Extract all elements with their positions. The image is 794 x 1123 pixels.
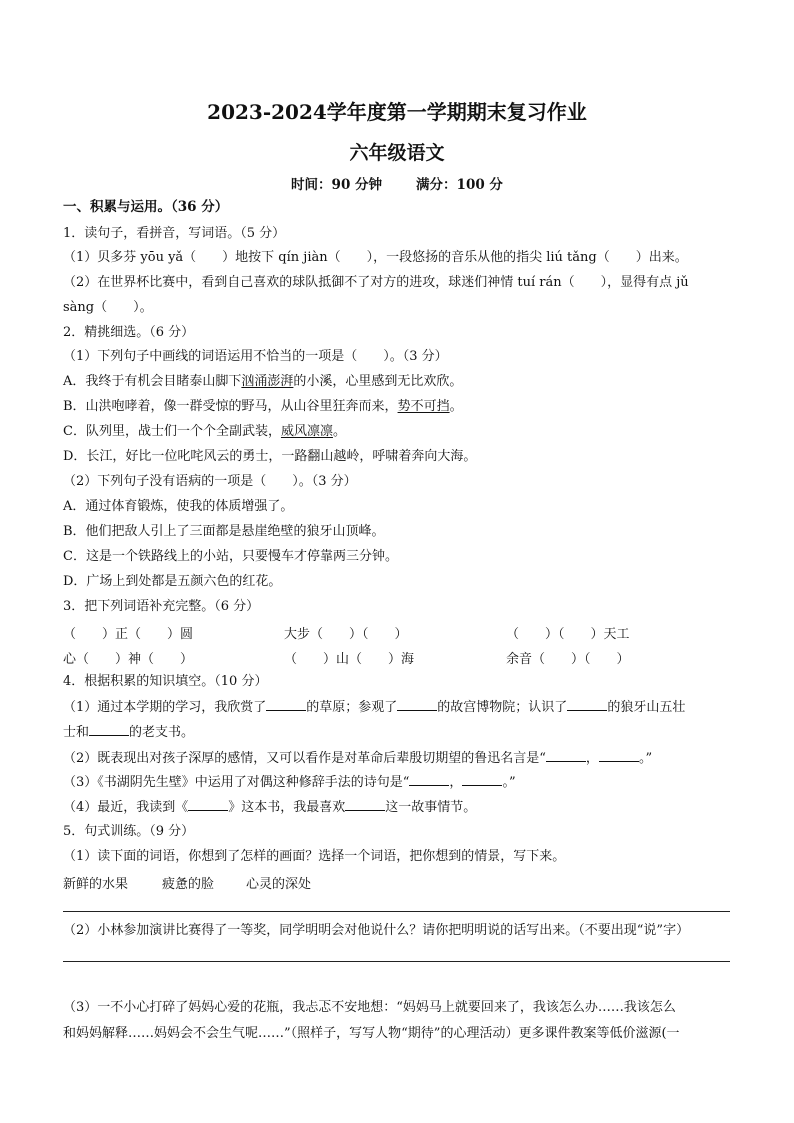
idiom-blank: 余音（ ）（ ） [506, 652, 630, 667]
option-text: A．我终于有机会目睹泰山脚下 [63, 374, 242, 389]
fill-text: 的草原；参观了 [306, 700, 398, 715]
fill-blank[interactable] [89, 723, 129, 736]
fill-text: 士和 [63, 725, 90, 740]
idiom-blank: （ ）（ ）天工 [506, 627, 630, 642]
option-text: 的小溪，心里感到无比欢欣。 [293, 374, 463, 389]
fill-text: 。” [638, 751, 653, 766]
fill-text: （3）《书湖阴先生壁》中运用了对偶这种修辞手法的诗句是“ [63, 775, 410, 790]
q1-line-1: （1）贝多芬 yōu yǎ（ ）地按下 qín jiàn（ ），一段悠扬的音乐从他的指尖 liú tǎng（ ）出来。 [63, 250, 688, 265]
q2-option-b2: B．他们把敌人引上了三面都是悬崖绝壁的狼牙山顶峰。 [63, 524, 385, 539]
exam-meta [0, 173, 794, 193]
exam-time: 时间：90 分钟 [291, 177, 383, 193]
answer-line[interactable] [63, 961, 730, 962]
option-text: 。 [449, 399, 463, 414]
q1-line-3: sàng（ ）。 [63, 300, 153, 315]
word-choice: 新鲜的水果 [63, 877, 129, 892]
q2-option-a2: A．通过体育锻炼，使我的体质增强了。 [63, 499, 294, 514]
q4-line-3 [63, 749, 732, 767]
fill-blank[interactable] [188, 798, 228, 811]
fill-text: （4）最近，我读到《 [63, 800, 189, 815]
word-choice: 疲惫的脸 [162, 877, 215, 892]
q5-stem: 5．句式训练。（9 分） [63, 824, 195, 839]
word-choice: 心灵的深处 [246, 877, 312, 892]
option-text: C．队列里，战士们一个个全副武装， [63, 424, 281, 439]
q5-part-2: （2）小林参加演讲比赛得了一等奖，同学明明会对他说什么？请你把明明说的话写出来。（不要出现“说”字） [63, 923, 690, 938]
q2-option-d2: D．广场上到处都是五颜六色的红花。 [63, 574, 282, 589]
fill-blank[interactable] [546, 749, 586, 762]
fill-text: 这一故事情节。 [385, 800, 477, 815]
fill-blank[interactable] [599, 749, 639, 762]
q4-line-4 [63, 773, 732, 791]
fill-text: 》这本书，我最喜欢 [228, 800, 346, 815]
fill-text: 。” [502, 775, 516, 790]
fill-blank[interactable] [409, 773, 449, 786]
idiom-blank: （ ）正（ ）圆 [63, 627, 194, 642]
fill-blank[interactable] [462, 773, 502, 786]
exam-subject: 六年级语文 [349, 142, 445, 164]
exam-title: 2023-2024学年度第一学期期末复习作业 [207, 100, 587, 124]
underlined-word: 汹涌澎湃 [241, 374, 294, 389]
idiom-blank: 心（ ）神（ ） [63, 652, 194, 667]
fill-text: （1）通过本学期的学习，我欣赏了 [63, 700, 267, 715]
q4-line-1 [63, 698, 732, 716]
q4-line-5 [63, 798, 732, 816]
fill-text: （2）既表现出对孩子深厚的感情，又可以看作是对革命后辈殷切期望的鲁迅名言是“ [63, 751, 546, 766]
fill-blank[interactable] [397, 698, 437, 711]
fill-text: ， [449, 775, 463, 790]
section-heading: 一、积累与运用。（36 分） [63, 199, 229, 215]
q1-stem: 1．读句子，看拼音，写词语。（5 分） [63, 226, 286, 241]
q4-line-2 [63, 723, 732, 741]
q4-stem: 4．根据积累的知识填空。（10 分） [63, 674, 268, 689]
q2-option-c2: C．这是一个铁路线上的小站，只要慢车才停靠两三分钟。 [63, 549, 398, 564]
q2-stem: 2．精挑细选。（6 分） [63, 325, 195, 340]
q2-option-c [63, 423, 732, 440]
answer-line[interactable] [63, 911, 730, 912]
q3-stem: 3．把下列词语补充完整。（6 分） [63, 599, 260, 614]
q2-option-b [63, 398, 732, 415]
q2-option-a [63, 373, 732, 390]
underlined-word: 势不可挡 [397, 399, 450, 414]
q5-part-3-line-2: 和妈妈解释……妈妈会不会生气呢……”（照样子，写写人物“期待”的心理活动）更多课件教案等低价滋源(一 [63, 1026, 680, 1041]
underlined-word: 威风凛凛 [280, 424, 333, 439]
option-text: B．山洪咆哮着，像一群受惊的野马，从山谷里狂奔而来， [63, 399, 398, 414]
option-text: 。 [332, 424, 346, 439]
q2-option-d: D．长江，好比一位叱咤风云的勇士，一路翻山越岭，呼啸着奔向大海。 [63, 449, 477, 464]
fill-text: 的老支书。 [129, 725, 195, 740]
q2-part-1: （1）下列句子中画线的词语运用不恰当的一项是（ ）。（3 分） [63, 349, 448, 364]
fill-blank[interactable] [567, 698, 607, 711]
fill-text: ， [585, 751, 599, 766]
exam-score: 满分：100 分 [416, 177, 503, 193]
fill-text: 的狼牙山五壮 [607, 700, 686, 715]
fill-blank[interactable] [266, 698, 306, 711]
idiom-blank: 大步（ ）（ ） [284, 627, 408, 642]
idiom-blank: （ ）山（ ）海 [284, 652, 415, 667]
q2-part-2: （2）下列句子没有语病的一项是（ ）。（3 分） [63, 474, 357, 489]
fill-text: 的故宫博物院；认识了 [437, 700, 568, 715]
q1-line-2: （2）在世界杯比赛中，看到自己喜欢的球队抵御不了对方的进攻，球迷们神情 tuí rán（ ），显得有点 jǔ [63, 275, 689, 290]
fill-blank[interactable] [345, 798, 385, 811]
q5-part-1: （1）读下面的词语，你想到了怎样的画面？选择一个词语，把你想到的情景，写下来。 [63, 849, 566, 864]
q5-part-3-line-1: （3）一不小心打碎了妈妈心爱的花瓶，我忐忑不安地想：“妈妈马上就要回来了，我该怎么办……我该怎么 [63, 1000, 676, 1015]
